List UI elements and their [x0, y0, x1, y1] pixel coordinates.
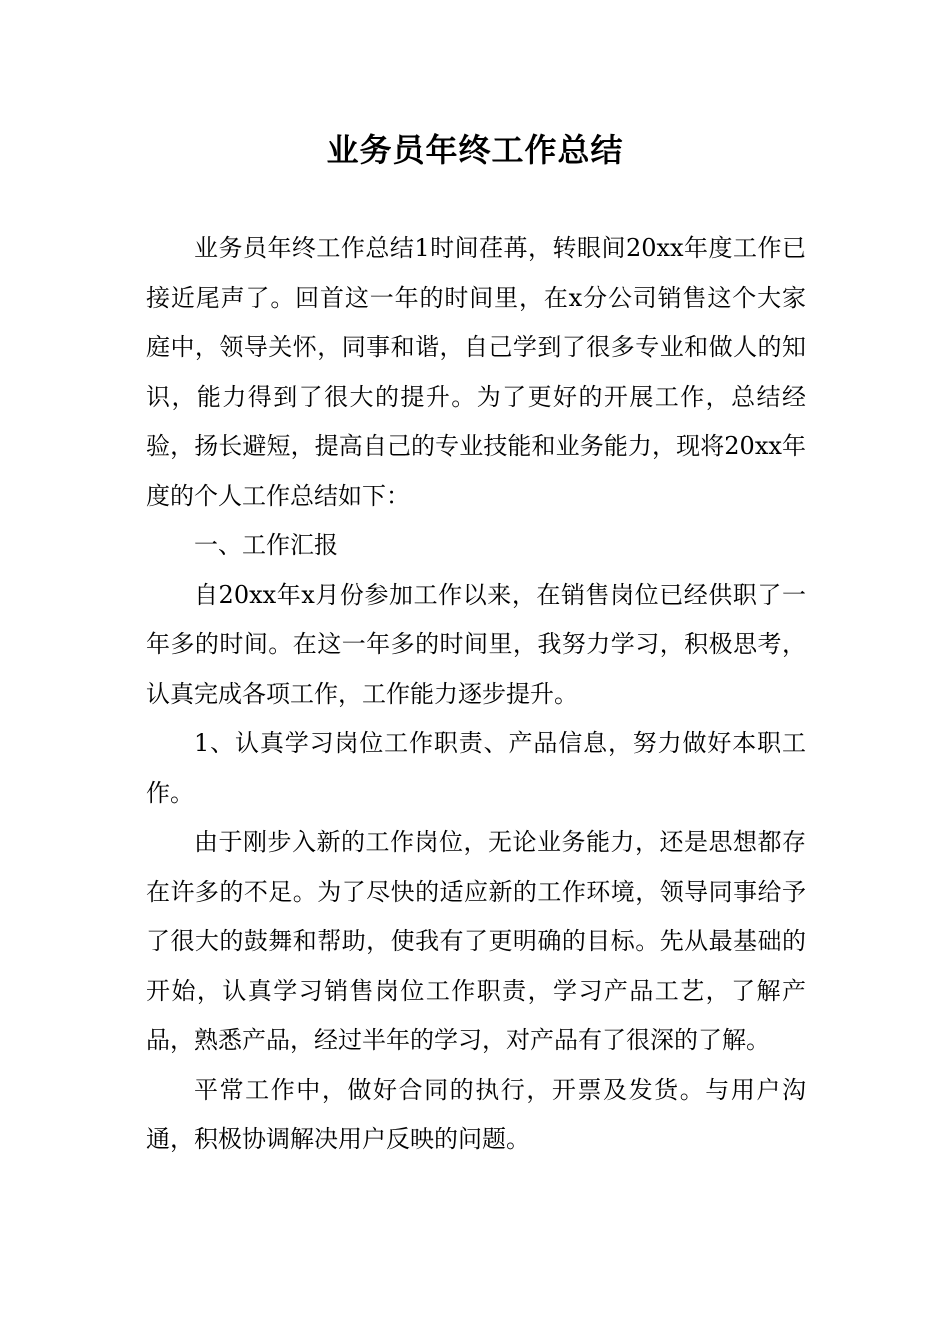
- paragraph-intro: 业务员年终工作总结1时间荏苒，转眼间20xx年度工作已接近尾声了。回首这一年的时间里，在x分公司销售这个大家庭中，领导关怀，同事和谐，自己学到了很多专业和做人的知识，能力得到了很大的提升。为了更好的开展工作，总结经验，扬长避短，提高自己的专业技能和业务能力，现将20xx年度的个人工作总结如下：: [146, 234, 806, 510]
- document-title: 业务员年终工作总结: [326, 131, 624, 169]
- paragraph-daily-work: 平常工作中，做好合同的执行，开票及发货。与用户沟通，积极协调解决用户反映的问题。: [146, 1075, 806, 1153]
- paragraph-learning: 由于刚步入新的工作岗位，无论业务能力，还是思想都存在许多的不足。为了尽快的适应新的工作环境，领导同事给予了很大的鼓舞和帮助，使我有了更明确的目标。先从最基础的开始，认真学习销售岗位工作职责，学习产品工艺，了解产品，熟悉产品，经过半年的学习，对产品有了很深的了解。: [146, 828, 806, 1054]
- section-heading-work-report: 一、工作汇报: [194, 531, 338, 559]
- paragraph-work-overview: 自20xx年x月份参加工作以来，在销售岗位已经供职了一年多的时间。在这一年多的时间里，我努力学习，积极思考，认真完成各项工作，工作能力逐步提升。: [146, 580, 806, 708]
- item-heading-1: 1、认真学习岗位工作职责、产品信息，努力做好本职工作。: [146, 729, 806, 807]
- document-body: [146, 224, 806, 1165]
